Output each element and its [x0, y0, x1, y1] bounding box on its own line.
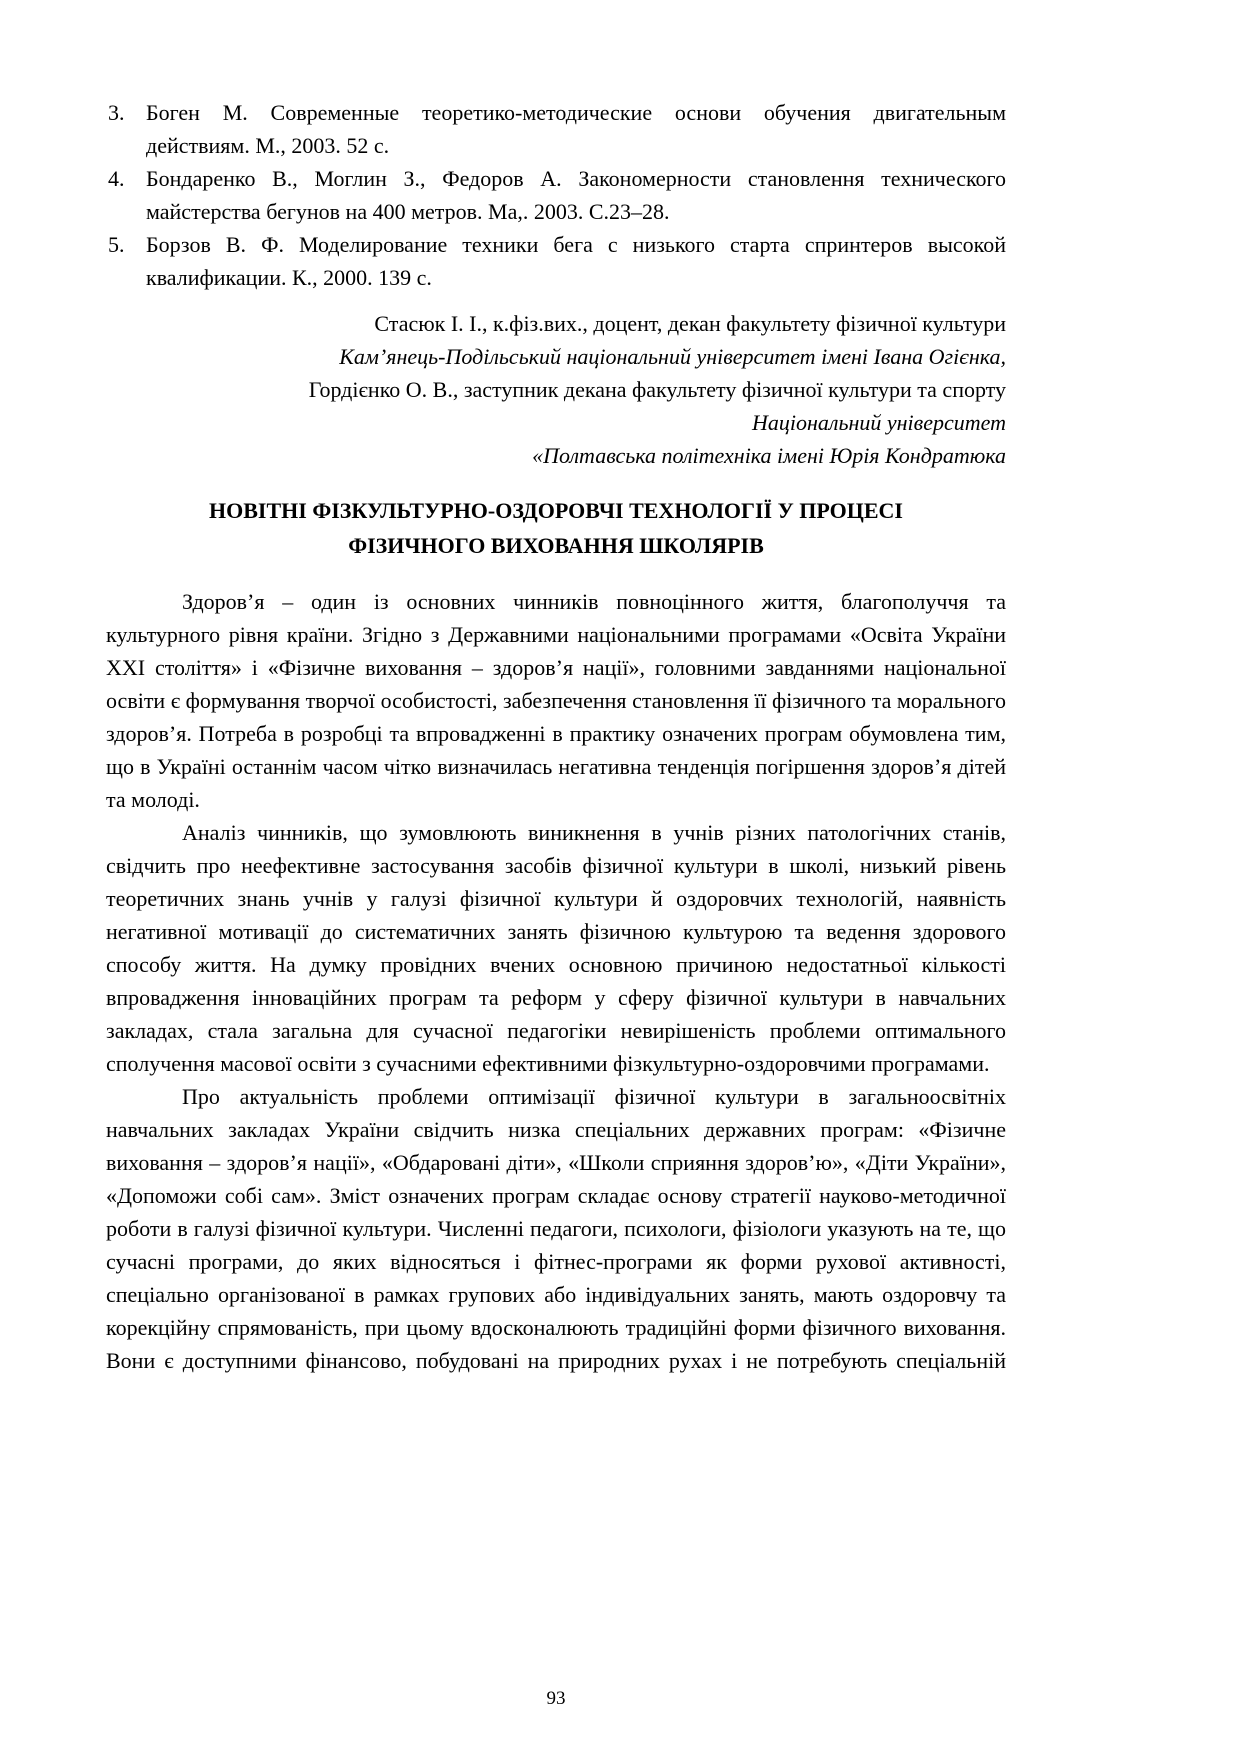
author-name-line: Гордієнко О. В., заступник декана факультету фізичної культури та спорту — [308, 377, 1006, 402]
reference-number: 3. — [108, 100, 125, 125]
reference-text: Борзов В. Ф. Моделирование техники бега с низького старта спринтеров высокой квалификации. К., 2000. 139 с. — [146, 232, 1006, 290]
reference-text: Бондаренко В., Моглин З., Федоров А. Закономерности становлення технического майстерства бегунов на 400 метров. Ма,. 2003. С.23–28. — [146, 166, 1006, 224]
reference-item — [106, 228, 1006, 294]
reference-item — [106, 96, 1006, 162]
article-title-line: НОВІТНІ ФІЗКУЛЬТУРНО-ОЗДОРОВЧІ ТЕХНОЛОГІЇ У ПРОЦЕСІ — [209, 498, 903, 523]
author-name-line: Стасюк І. І., к.фіз.вих., доцент, декан факультету фізичної культури — [374, 311, 1006, 336]
author-affiliation-line: «Полтавська політехніка імені Юрія Кондратюка — [532, 443, 1006, 468]
page-number: 93 — [546, 1688, 566, 1709]
author-block — [106, 307, 1006, 472]
reference-text: Боген М. Современные теоретико-методические основи обучения двигательным действиям. М., 2003. 52 с. — [146, 100, 1006, 158]
author-affiliation-line: Національний університет — [751, 410, 1006, 435]
author-affiliation-line: Кам’янець-Подільський національний університет імені Івана Огієнка, — [339, 344, 1006, 369]
body-paragraph: Аналіз чинників, що зумовлюють виникнення в учнів різних патологічних станів, свідчить про неефективне застосування засобів фізичної культури в школі, низький рівень теоретичних знань учнів у галузі фізичної культури й оздоровчих технологій, наявність негативної мотивації до систематичних занять фізичною культурою та ведення здорового способу життя. На думку провідних вчених основною причиною недостатньої кількості впровадження інноваційних програм та реформ у сферу фізичної культури в навчальних закладах, стала загальна для сучасної педагогіки невирішеність проблеми оптимального сполучення масової освіти з сучасними ефективними фізкультурно-оздоровчими програмами. — [106, 820, 1006, 1076]
reference-list — [106, 96, 1006, 294]
reference-item — [106, 162, 1006, 228]
reference-number: 4. — [108, 166, 125, 191]
article-title — [106, 493, 1006, 563]
article-title-line: ФІЗИЧНОГО ВИХОВАННЯ ШКОЛЯРІВ — [348, 533, 764, 558]
body-paragraph: Про актуальність проблеми оптимізації фізичної культури в загальноосвітніх навчальних закладах України свідчить низка спеціальних державних програм: «Фізичне виховання – здоров’я нації», «Обдаровані діти», «Школи сприяння здоров’ю», «Діти України», «Допоможи собі сам». Зміст означених програм складає основу стратегії науково-методичної роботи в галузі фізичної культури. Численні педагоги, психологи, фізіологи указують на те, що сучасні програми, до яких відносяться і фітнес-програми як форми рухової активності, спеціально організованої в рамках групових або індивідуальних занять, мають оздоровчу та корекційну спрямованість, при цьому вдосконалюють традиційні форми фізичного виховання. Вони є доступними фінансово, побудовані на природних рухах і не потребують спеціальній — [106, 1084, 1006, 1373]
reference-number: 5. — [108, 232, 125, 257]
body-paragraph: Здоров’я – один із основних чинників повноцінного життя, благополуччя та культурного рівня країни. Згідно з Державними національними програмами «Освіта України XXI століття» і «Фізичне виховання – здоров’я нації», головними завданнями національної освіти є формування творчої особистості, забезпечення становлення її фізичного та морального здоров’я. Потреба в розробці та впровадженні в практику означених програм обумовлена тим, що в Україні останнім часом чітко визначилась негативна тенденція погіршення здоров’я дітей та молоді. — [106, 589, 1006, 812]
